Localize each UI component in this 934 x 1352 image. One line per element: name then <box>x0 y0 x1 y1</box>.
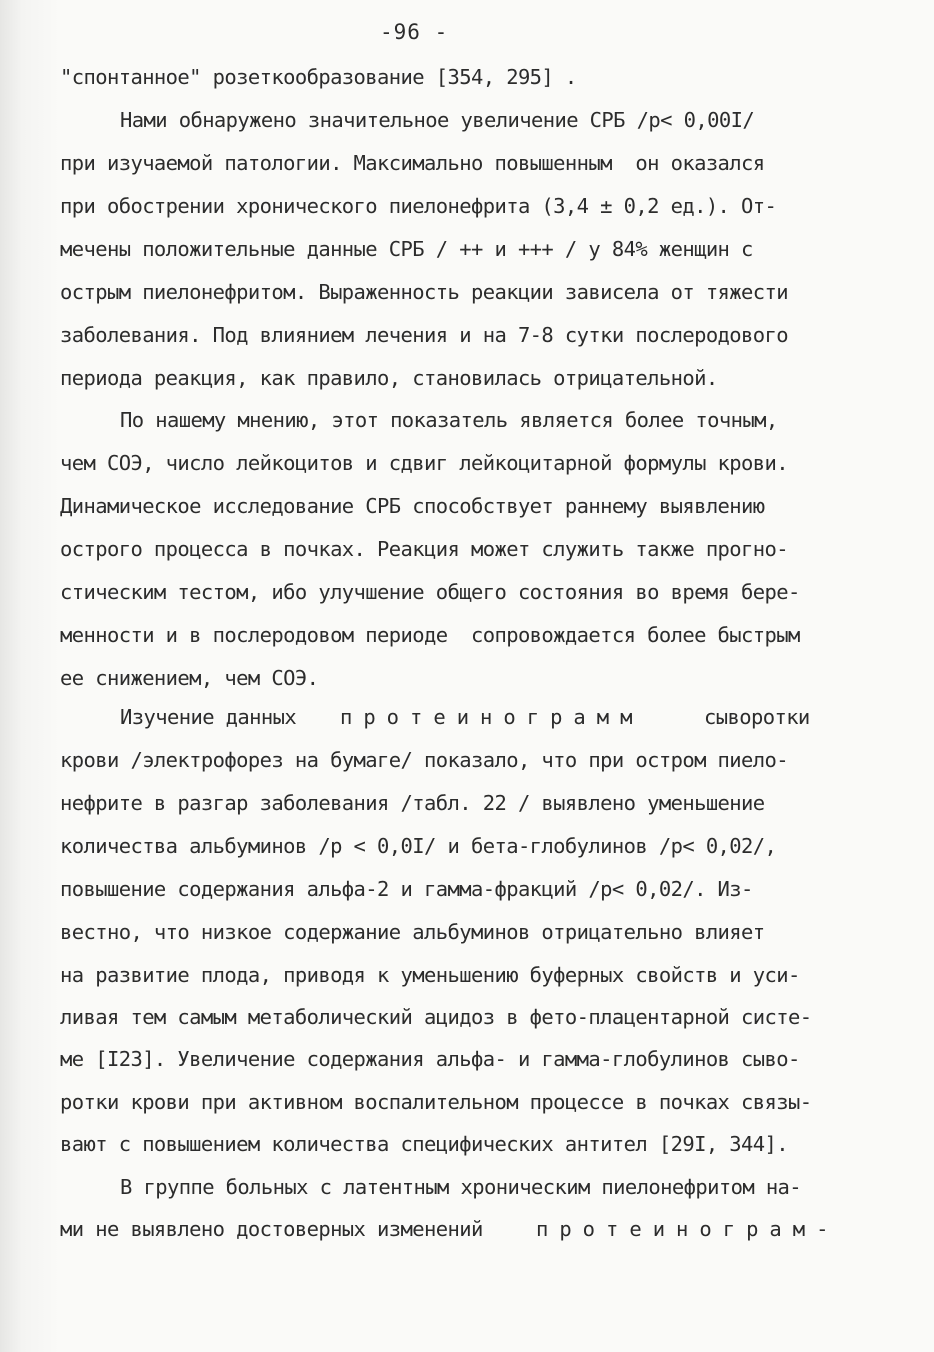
text-line-1: "спонтанное" розеткообразование [354, 295] . <box>60 65 577 89</box>
text-line-20: повышение содержания альфа-2 и гамма-фракций /р< 0,02/. Из- <box>60 877 753 901</box>
text-line-7: заболевания. Под влиянием лечения и на 7-8 сутки послеродового <box>60 323 789 347</box>
text-line-28-spaced: протеинограм- <box>536 1217 840 1241</box>
text-line-9: По нашему мнению, этот показатель является более точным, <box>120 408 778 432</box>
text-line-13: стическим тестом, ибо улучшение общего состояния во время бере- <box>60 580 800 604</box>
text-line-2: Нами обнаружено значительное увеличение СРБ /р< 0,00I/ <box>120 108 755 132</box>
text-line-21: вестно, что низкое содержание альбуминов отрицательно влияет <box>60 920 765 944</box>
text-line-19: количества альбуминов /р < 0,0I/ и бета-глобулинов /р< 0,02/, <box>60 834 777 858</box>
text-line-11: Динамическое исследование СРБ способствует раннему выявлению <box>60 494 765 518</box>
text-line-14: менности и в послеродовом периоде сопровождается более быстрым <box>60 623 800 647</box>
text-line-8: периода реакция, как правило, становилась отрицательной. <box>60 366 718 390</box>
text-line-22: на развитие плода, приводя к уменьшению буферных свойств и уси- <box>60 963 800 987</box>
text-line-16c: сыворотки <box>704 705 810 729</box>
text-line-27: В группе больных с латентным хроническим пиелонефритом на- <box>120 1175 802 1199</box>
text-line-18: нефрите в разгар заболевания /табл. 22 / выявлено уменьшение <box>60 791 765 815</box>
text-line-5: мечены положительные данные СРБ / ++ и +++ / у 84% женщин с <box>60 237 753 261</box>
text-line-15: ее снижением, чем СОЭ. <box>60 666 319 690</box>
text-line-3: при изучаемой патологии. Максимально повышенным он оказался <box>60 151 765 175</box>
text-line-16-spaced: протеинограмм <box>340 705 644 729</box>
text-line-26: вают с повышением количества специфических антител [29I, 344]. <box>60 1132 789 1156</box>
text-line-17: крови /электрофорез на бумаге/ показало, что при остром пиело- <box>60 748 789 772</box>
text-line-28a: ми не выявлено достоверных изменений <box>60 1217 483 1241</box>
text-line-12: острого процесса в почках. Реакция может служить также прогно- <box>60 537 789 561</box>
text-line-6: острым пиелонефритом. Выраженность реакции зависела от тяжести <box>60 280 789 304</box>
text-line-4: при обострении хронического пиелонефрита (3,4 ± 0,2 ед.). От- <box>60 194 777 218</box>
text-line-25: ротки крови при активном воспалительном процессе в почках связы- <box>60 1090 812 1114</box>
text-line-23: ливая тем самым метаболический ацидоз в фето-плацентарной систе- <box>60 1005 812 1029</box>
text-line-10: чем СОЭ, число лейкоцитов и сдвиг лейкоцитарной формулы крови. <box>60 451 789 475</box>
text-line-24: ме [I23]. Увеличение содержания альфа- и гамма-глобулинов сыво- <box>60 1047 800 1071</box>
text-line-16a: Изучение данных <box>120 705 297 729</box>
page-number: -96 - <box>380 20 449 44</box>
